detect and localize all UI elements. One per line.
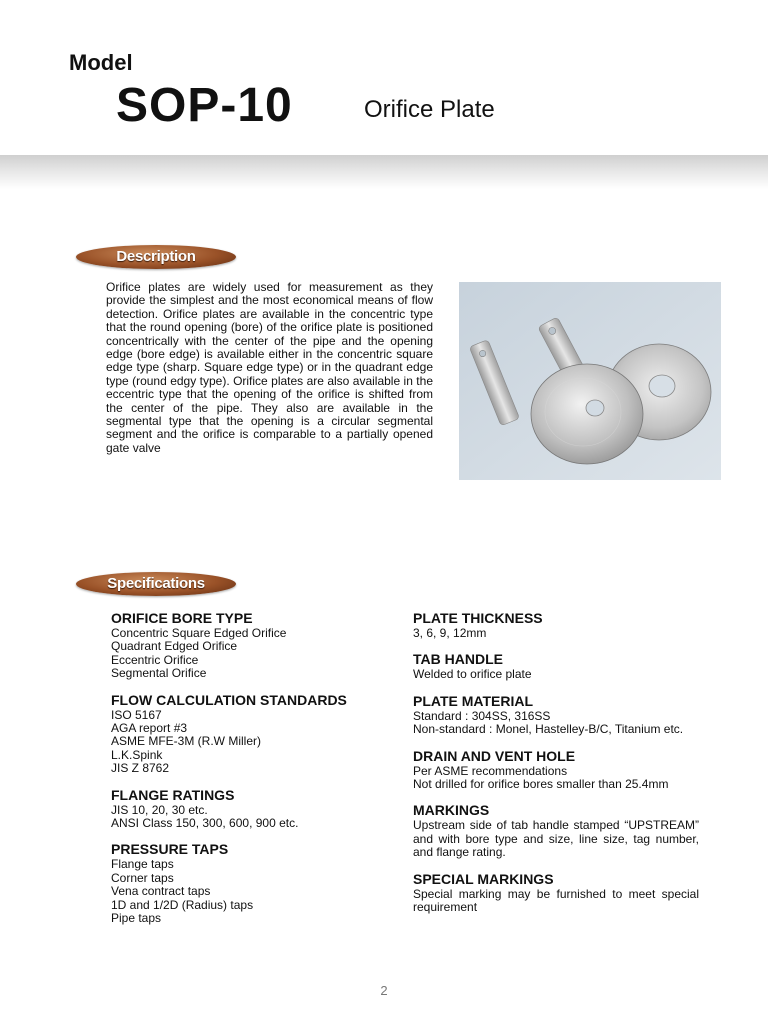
spec-line: Segmental Orifice <box>111 666 207 681</box>
spec-line: Eccentric Orifice <box>111 652 199 667</box>
spec-line: Standard : 304SS, 316SS <box>413 708 551 723</box>
spec-line: JIS Z 8762 <box>111 761 170 776</box>
spec-line: Quadrant Edged Orifice <box>111 639 238 654</box>
spec-line: Upstream side of tab handle stamped “UPSTREAM” and with bore type and size, line size, tag number, and flange rating. <box>413 818 699 860</box>
spec-title: FLANGE RATINGS <box>111 786 235 803</box>
spec-pressure-taps <box>111 841 411 925</box>
spec-special-markings <box>413 871 699 915</box>
specifications-heading-badge <box>76 572 236 596</box>
spec-line: Flange taps <box>111 857 174 872</box>
header-band <box>0 155 768 189</box>
spec-title: ORIFICE BORE TYPE <box>111 610 253 626</box>
spec-line: Vena contract taps <box>111 884 211 899</box>
spec-title: MARKINGS <box>413 802 490 819</box>
specifications-right-column <box>413 610 699 925</box>
orifice-plates-photo <box>459 282 721 480</box>
description-heading: Description <box>116 248 196 265</box>
spec-line: ISO 5167 <box>111 707 162 722</box>
spec-tab-handle <box>413 651 699 681</box>
description-text: Orifice plates are widely used for measurement as they provide the simplest and the most economical means of flow detection. Orifice plates are available in the concentric type that the round opening (bore) of the orifice plate is positioned concentrically with the center of the pipe and the opening edge (bore edge) is available either in the concentric square edge type (sharp. Square edge type) or in the quadrant edge type (round edgy type). Orifice plates are also available in the eccentric type that the opening of the orifice is shifted from the center of the pipe. They also are available in the segmental type that the opening is a circular segmental segment and the orifice is comparable to a partially opened gate valve <box>106 280 433 455</box>
spec-line: 1D and 1/2D (Radius) taps <box>111 897 254 912</box>
product-name: Orifice Plate <box>364 96 495 123</box>
description-heading-badge <box>76 245 236 269</box>
spec-line: JIS 10, 20, 30 etc. <box>111 802 208 817</box>
spec-line: Welded to orifice plate <box>413 667 532 682</box>
spec-line: Special marking may be furnished to meet special requirement <box>413 886 699 915</box>
spec-line: L.K.Spink <box>111 747 163 762</box>
spec-title: PRESSURE TAPS <box>111 841 229 858</box>
spec-title: PLATE MATERIAL <box>413 692 534 709</box>
model-number: SOP-10 <box>116 79 293 132</box>
spec-markings <box>413 802 699 859</box>
specifications-left-column <box>111 610 411 937</box>
spec-title: FLOW CALCULATION STANDARDS <box>111 691 347 708</box>
spec-line: Pipe taps <box>111 911 162 926</box>
model-label: Model <box>69 50 133 75</box>
spec-line: Concentric Square Edged Orifice <box>111 626 287 640</box>
spec-plate-thickness <box>413 610 699 640</box>
spec-title: TAB HANDLE <box>413 651 503 668</box>
spec-title: SPECIAL MARKINGS <box>413 870 554 887</box>
spec-line: Non-standard : Monel, Hastelley-B/C, Titanium etc. <box>413 722 684 737</box>
spec-title: PLATE THICKNESS <box>413 610 543 626</box>
spec-line: ASME MFE-3M (R.W Miller) <box>111 734 261 749</box>
spec-flow-calculation-standards <box>111 692 411 776</box>
page-number: 2 <box>380 983 388 998</box>
spec-line: Not drilled for orifice bores smaller than 25.4mm <box>413 777 669 792</box>
spec-line: 3, 6, 9, 12mm <box>413 626 487 640</box>
spec-line: Per ASME recommendations <box>413 763 568 778</box>
spec-plate-material <box>413 693 699 737</box>
spec-line: AGA report #3 <box>111 721 188 736</box>
spec-drain-and-vent-hole <box>413 748 699 792</box>
spec-line: ANSI Class 150, 300, 600, 900 etc. <box>111 816 299 831</box>
spec-title: DRAIN AND VENT HOLE <box>413 747 576 764</box>
spec-flange-ratings <box>111 787 411 831</box>
specifications-heading: Specifications <box>107 575 205 592</box>
spec-line: Corner taps <box>111 870 174 885</box>
spec-orifice-bore-type <box>111 610 411 681</box>
